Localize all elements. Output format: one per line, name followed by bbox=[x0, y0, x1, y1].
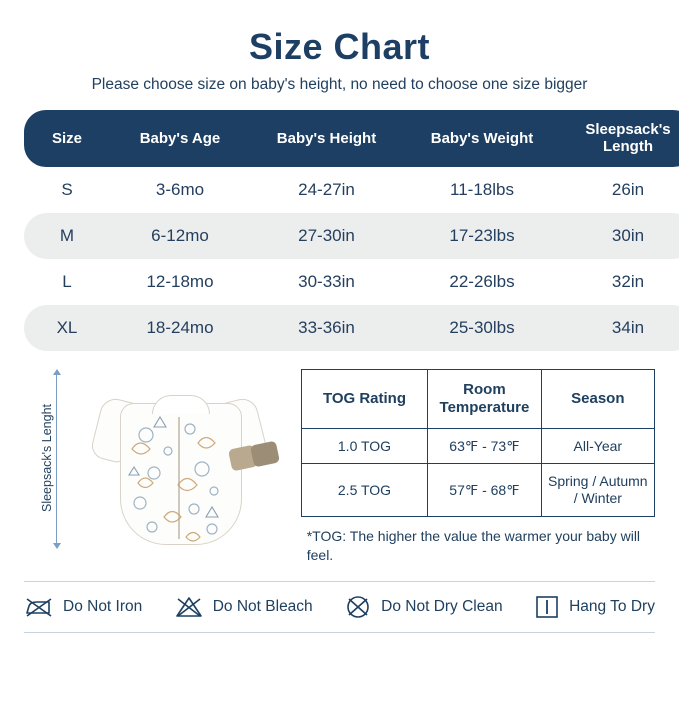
double-arrow-icon bbox=[56, 375, 57, 543]
table-row bbox=[24, 167, 679, 213]
cell-length: 26in bbox=[561, 167, 679, 213]
cell-height: 24-27in bbox=[250, 167, 403, 213]
size-table bbox=[24, 110, 679, 351]
cell-length: 30in bbox=[561, 213, 679, 259]
product-illustration-block bbox=[30, 369, 295, 549]
care-divider-bottom bbox=[24, 632, 655, 633]
cell-tog-rating: 1.0 TOG bbox=[301, 428, 428, 464]
size-table-header-row bbox=[24, 110, 679, 167]
cell-age: 6-12mo bbox=[110, 213, 250, 259]
col-height: Baby's Height bbox=[250, 110, 403, 167]
length-axis-label: Sleepsack's Lenght bbox=[40, 404, 54, 513]
mid-section bbox=[24, 369, 655, 565]
do-not-bleach-icon bbox=[174, 594, 204, 620]
col-weight: Baby's Weight bbox=[403, 110, 561, 167]
hang-to-dry-icon bbox=[534, 594, 560, 620]
cell-season: Spring / Autumn / Winter bbox=[541, 464, 654, 517]
care-label: Do Not Iron bbox=[63, 597, 143, 615]
cell-room-temperature: 63℉ - 73℉ bbox=[428, 428, 541, 464]
cell-size: XL bbox=[24, 305, 110, 351]
table-row bbox=[24, 305, 679, 351]
shell-pattern-icon bbox=[94, 377, 264, 545]
cell-size: S bbox=[24, 167, 110, 213]
col-size: Size bbox=[24, 110, 110, 167]
cell-height: 27-30in bbox=[250, 213, 403, 259]
care-item-do-not-dry-clean bbox=[344, 594, 502, 620]
col-room-temperature: Room Temperature bbox=[428, 369, 541, 428]
cell-length: 34in bbox=[561, 305, 679, 351]
page-subtitle: Please choose size on baby's height, no need to choose one size bigger bbox=[91, 76, 588, 93]
size-chart-page bbox=[0, 26, 679, 705]
cell-room-temperature: 57℉ - 68℉ bbox=[428, 464, 541, 517]
table-row bbox=[301, 464, 654, 517]
col-tog-rating: TOG Rating bbox=[301, 369, 428, 428]
care-label: Do Not Bleach bbox=[212, 597, 313, 615]
col-season: Season bbox=[541, 369, 654, 428]
cell-weight: 11-18lbs bbox=[403, 167, 561, 213]
cell-age: 12-18mo bbox=[110, 259, 250, 305]
cell-tog-rating: 2.5 TOG bbox=[301, 464, 428, 517]
care-item-do-not-bleach bbox=[174, 594, 313, 620]
cell-weight: 22-26lbs bbox=[403, 259, 561, 305]
sleepsack-illustration bbox=[94, 377, 264, 545]
care-item-do-not-iron bbox=[24, 594, 142, 620]
cell-age: 3-6mo bbox=[110, 167, 250, 213]
cell-age: 18-24mo bbox=[110, 305, 250, 351]
care-label: Do Not Dry Clean bbox=[381, 597, 503, 615]
care-label: Hang To Dry bbox=[569, 597, 655, 615]
cell-height: 33-36in bbox=[250, 305, 403, 351]
cell-length: 32in bbox=[561, 259, 679, 305]
tog-section bbox=[301, 369, 655, 565]
length-measure-axis bbox=[30, 369, 64, 549]
do-not-dry-clean-icon bbox=[344, 594, 372, 620]
cell-size: L bbox=[24, 259, 110, 305]
cell-weight: 25-30lbs bbox=[403, 305, 561, 351]
do-not-iron-icon bbox=[24, 594, 54, 620]
table-row bbox=[24, 259, 679, 305]
page-title: Size Chart bbox=[248, 26, 431, 67]
col-age: Baby's Age bbox=[110, 110, 250, 167]
sleepsack-image bbox=[68, 369, 295, 549]
tog-table-header-row bbox=[301, 369, 654, 428]
table-row bbox=[24, 213, 679, 259]
tog-note: *TOG: The higher the value the warmer your baby will feel. bbox=[306, 527, 641, 563]
col-length: Sleepsack's Length bbox=[561, 110, 679, 167]
cell-season: All-Year bbox=[541, 428, 654, 464]
cell-size: M bbox=[24, 213, 110, 259]
cell-height: 30-33in bbox=[250, 259, 403, 305]
table-row bbox=[301, 428, 654, 464]
cell-weight: 17-23lbs bbox=[403, 213, 561, 259]
care-item-hang-to-dry bbox=[534, 594, 655, 620]
tog-table bbox=[301, 369, 655, 517]
care-instructions-row bbox=[24, 582, 655, 620]
